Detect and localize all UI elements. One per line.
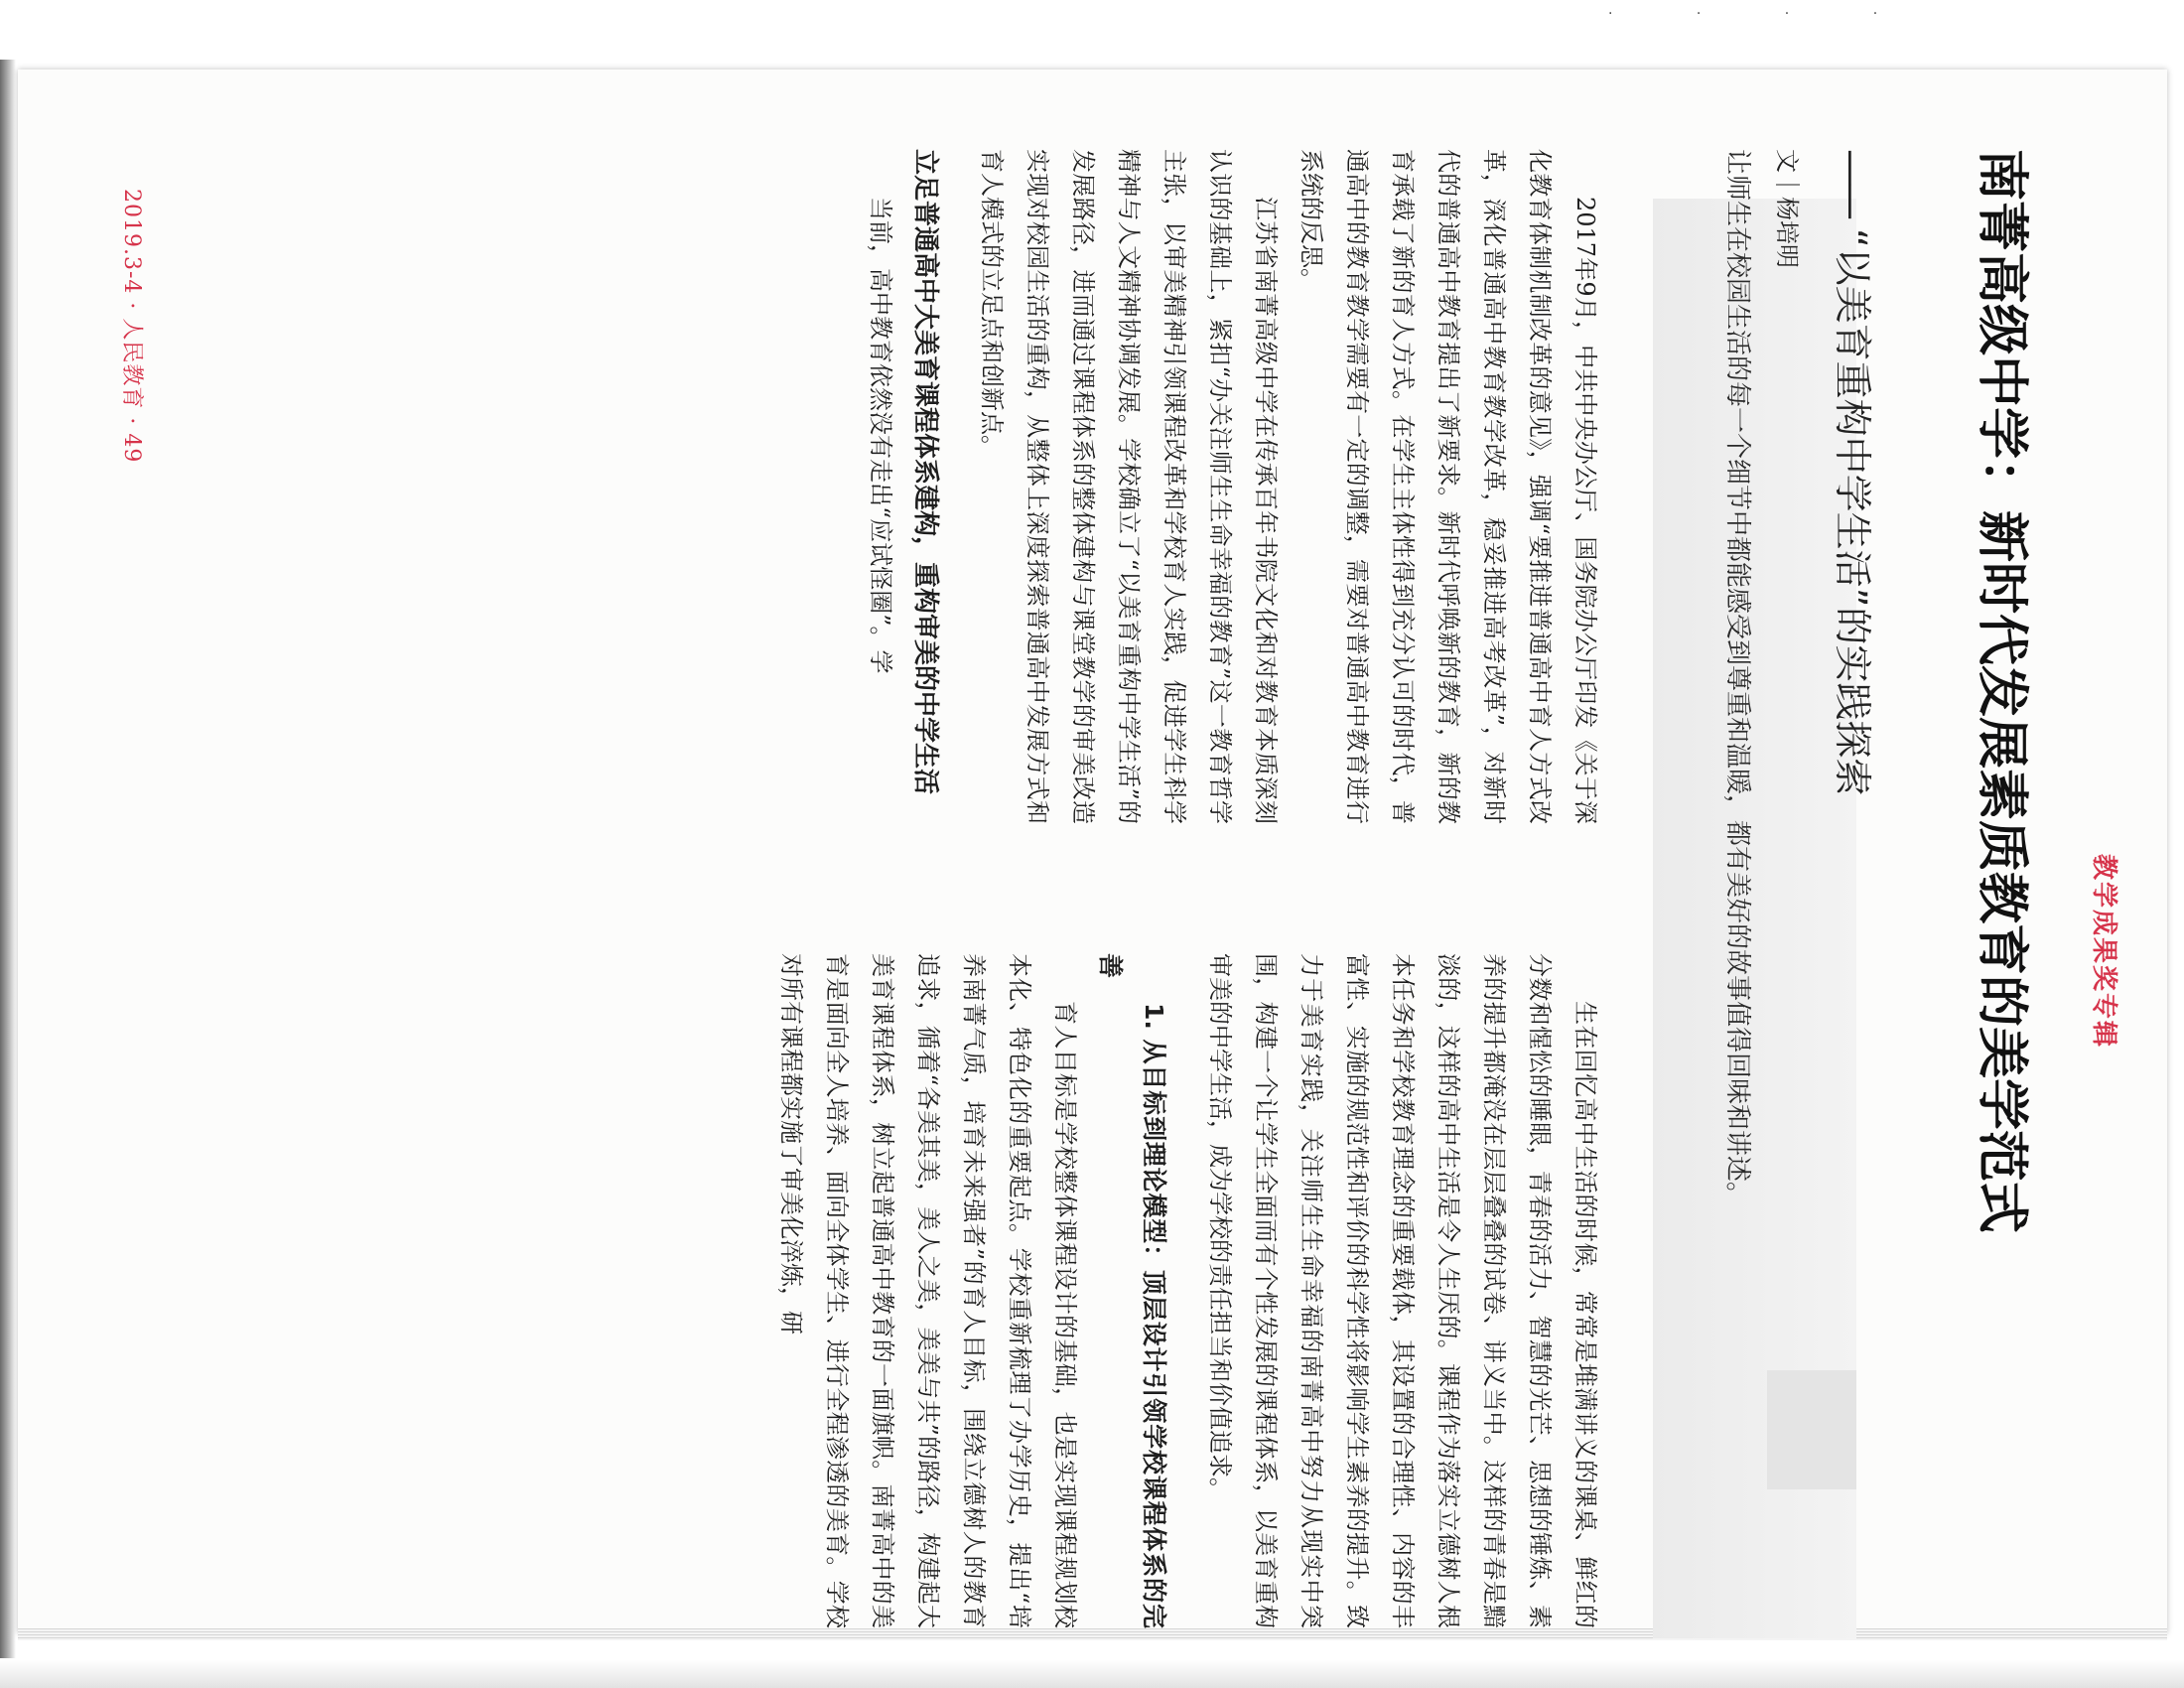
paragraph: 2017年9月，中共中央办公厅、国务院办公厅印发《关于深化教育体制机制改革的意见》，强调“要推进普通高中育人方式改革，深化普通高中教育教学改革，稳妥推进高考改革”，对新时代的普通高中教育提出了新要求。新时代呼唤新的教育，新的教育承载了新的育人方式。在学生主体性得到充分认可的时代，普通高中的教育教学需要有一定的调整，需要对普通高中教育进行系统的反思。 (1297, 149, 1599, 824)
rotated-page-content (30, 79, 2164, 1628)
scan-dots: · · · · (1608, 6, 1918, 22)
scan-bottom-edge (0, 1660, 2184, 1688)
column-tag: 教学成果奖专辑 (2089, 854, 2118, 1050)
article-byline: 文｜杨培明 (1773, 149, 1801, 268)
paragraph: 当前，高中教育依然没有走出“应试怪圈”。学 (867, 197, 894, 674)
subtitle-dash: —— (1831, 149, 1874, 216)
subtitle-text: “以美育重构中学生活”的实践探索 (1831, 228, 1874, 796)
paragraph: 生在回忆高中生活的时候，常常是堆满讲义的课桌、鲜红的分数和惺忪的睡眼，青春的活力、智慧的光芒、思想的锤炼、素养的提升都淹没在层层叠叠的试卷、讲义当中。这样的青春是黯淡的，这样的高中生活是令人生厌的。课程作为落实立德树人根本任务和学校教育理念的重要载体，其设置的合理性、内容的丰富性、实施的规范性和评价的科学性将影响学生素养的提升。致力于美育实践，关注师生生命幸福的南菁高中努力从现实中突围，构建一个让学生全面而有个性发展的课程体系，以美育重构审美的中学生活，成为学校的责任担当和价值追求。 (1206, 953, 1599, 1628)
article-lead: 让师生在校园生活的每一个细节中都能感受到尊重和温暖，都有美好的故事值得回味和讲述。 (1722, 149, 1752, 1208)
paragraph: 江苏省南菁高级中学在传承百年书院文化和对教育本质深刻认识的基础上，紧扣“办关注师生生命幸福的教育”这一教育哲学主张，以审美精神引领课程改革和学校育人实践，促进学生科学精神与人文精神协调发展。学校确立了“以美育重构中学生活”的发展路径，进而通过课程体系的整体建构与课堂教学的审美改造实现对校园生活的重构，从整体上深度探索普通高中发展方式和育人模式的立足点和创新点。 (978, 149, 1280, 824)
paragraph: 育人目标是学校整体课程设计的基础，也是实现课程规划校本化、特色化的重要起点。学校重新梳理了办学历史，提出“培养南菁气质，培育未来强者”的育人目标，围绕立德树人的教育追求，循着“各美其美，美人之美，美美与共”的路径，构建起大美育课程体系，树立起普通高中教育的一面旗帜。南菁高中的美育是面向全人培养、面向全体学生、进行全程渗透的美育。学校对所有课程都实施了审美化淬炼，研 (777, 953, 1079, 1628)
article-title: 南菁高级中学：新时代发展素质教育的美学范式 (1972, 149, 2031, 1234)
body-column-left (858, 149, 1608, 824)
scan-left-edge (0, 60, 16, 1658)
page-folio: 2019.3-4 · 人民教育 · 49 (119, 189, 144, 464)
article-subtitle (1829, 149, 1876, 1618)
section-heading: 立足普通高中大美育课程体系建构，重构审美的中学生活 (910, 149, 940, 795)
body-column-right (768, 953, 1608, 1628)
subsection-heading: 1. 从目标到理论模型：顶层设计引领学校课程体系的完善 (1096, 953, 1168, 1628)
